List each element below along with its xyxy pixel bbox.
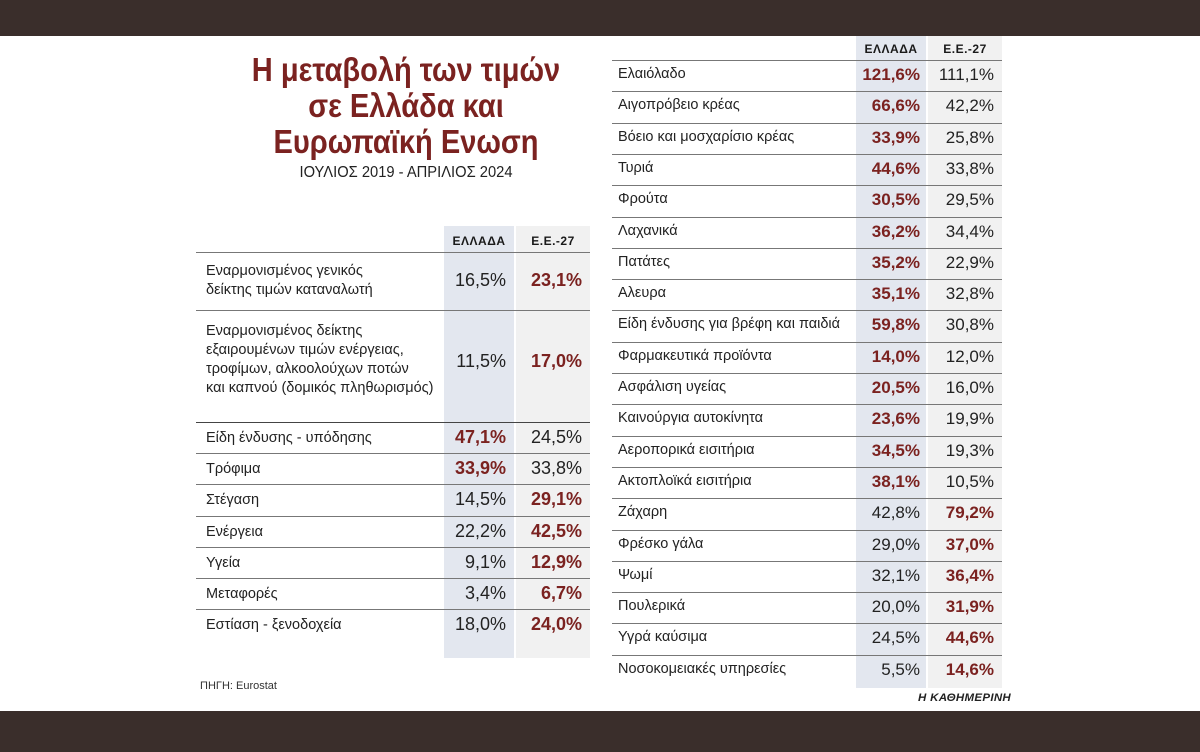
- row-label: [206, 523, 263, 542]
- row-label-line: δείκτης τιμών καταναλωτή: [206, 282, 373, 298]
- eu-value: 17,0%: [530, 351, 582, 371]
- row-label-line: Εναρμονισμένος γενικός: [206, 263, 363, 279]
- greece-value: 35,2%: [871, 252, 920, 272]
- greece-value: 14,5%: [454, 489, 506, 509]
- table-row: [612, 467, 1002, 499]
- table-row: [612, 623, 1002, 655]
- greece-value: 16,5%: [454, 270, 506, 290]
- greece-value: 32,1%: [871, 565, 920, 585]
- greece-value: 36,2%: [871, 221, 920, 241]
- table-row: [196, 453, 590, 485]
- greece-value: 33,9%: [454, 458, 506, 478]
- row-label: [206, 460, 261, 479]
- row-label-line: Μεταφορές: [206, 586, 278, 602]
- greece-value: 11,5%: [456, 351, 506, 371]
- eu-value: 34,4%: [945, 221, 994, 241]
- greece-value: 18,0%: [454, 614, 506, 634]
- title-block: [196, 52, 616, 182]
- row-label: Ασφάλιση υγείας: [618, 379, 727, 395]
- greece-value: 20,5%: [871, 378, 920, 397]
- row-label-line: και καπνού (δομικός πληθωρισμός): [206, 380, 434, 396]
- eu-value: 19,9%: [945, 409, 994, 429]
- row-label: Βόειο και μοσχαρίσιο κρέας: [618, 128, 795, 145]
- page-title: [221, 52, 591, 160]
- right-comparison-table: [612, 36, 1002, 688]
- greece-value: 9,1%: [464, 552, 506, 572]
- table-row: [612, 154, 1002, 186]
- eu-column-header: Ε.Ε.-27: [943, 42, 987, 56]
- table-row: [196, 252, 590, 311]
- row-label: [206, 429, 372, 448]
- eu-value: 32,8%: [945, 284, 994, 304]
- row-label: Αλευρα: [618, 285, 666, 302]
- eu-value: 14,6%: [945, 659, 994, 679]
- row-label: [206, 554, 240, 573]
- table-row: [612, 279, 1002, 311]
- eu-value: 10,5%: [945, 471, 994, 491]
- greece-value: 35,1%: [871, 284, 920, 304]
- greece-column-header: ΕΛΛΑΔΑ: [864, 42, 918, 56]
- row-label: Φαρμακευτικά προϊόντα: [618, 347, 772, 364]
- row-label: Πουλερικά: [618, 598, 686, 615]
- publisher-brand: Η ΚΑΘΗΜΕΡΙΝΗ: [918, 692, 1012, 704]
- eu-value: 42,2%: [945, 96, 994, 116]
- eu-value: 33,8%: [945, 158, 994, 178]
- source-note: ΠΗΓΗ: Eurostat: [200, 680, 277, 692]
- greece-value: 38,1%: [871, 471, 920, 491]
- eu-value: 12,9%: [530, 552, 582, 572]
- table-row: [196, 484, 590, 517]
- greece-value: 23,6%: [871, 409, 920, 429]
- table-row: [196, 310, 590, 423]
- row-label-line: Τρόφιμα: [206, 461, 261, 477]
- greece-value: 33,9%: [871, 127, 920, 147]
- row-label-line: Ενέργεια: [206, 524, 263, 540]
- greece-value: 66,6%: [871, 96, 920, 116]
- eu-value: 30,8%: [945, 315, 994, 335]
- greece-value: 24,5%: [871, 628, 920, 648]
- row-label: Ελαιόλαδο: [618, 66, 686, 82]
- row-label: Καινούργια αυτοκίνητα: [618, 410, 764, 427]
- table-row: [196, 609, 590, 659]
- table-row: [612, 342, 1002, 374]
- greece-value: 14,0%: [871, 346, 920, 366]
- eu-value: 31,9%: [945, 597, 994, 617]
- row-label: Φρέσκο γάλα: [618, 535, 704, 552]
- table-row: [612, 436, 1002, 468]
- table-row: [612, 91, 1002, 123]
- row-label: Ζάχαρη: [618, 504, 668, 521]
- row-label: [206, 585, 278, 604]
- eu-value: 29,5%: [945, 190, 994, 210]
- eu-value: 37,0%: [945, 534, 994, 554]
- left-comparison-table: [196, 226, 590, 658]
- row-label-line: Εναρμονισμένος δείκτης: [206, 323, 363, 339]
- period-subtitle: ΙΟΥΛΙΟΣ 2019 - ΑΠΡΙΛΙΟΣ 2024: [299, 164, 513, 181]
- eu-value: 6,7%: [540, 583, 582, 603]
- table-row: [196, 516, 590, 548]
- greece-value: 22,2%: [454, 521, 506, 541]
- row-label: Φρούτα: [618, 191, 668, 208]
- row-label: Αιγοπρόβειο κρέας: [618, 97, 740, 114]
- eu-value: 44,6%: [945, 628, 994, 648]
- row-label: Είδη ένδυσης για βρέφη και παιδιά: [618, 316, 841, 333]
- greece-value: 44,6%: [871, 158, 920, 178]
- table-row: [612, 655, 1002, 687]
- table-row: [612, 561, 1002, 593]
- eu-value: 79,2%: [945, 503, 994, 523]
- table-row: [196, 422, 590, 454]
- table-row: [612, 530, 1002, 562]
- row-label: [206, 322, 434, 398]
- row-label-line: τροφίμων, αλκοολούχων ποτών: [206, 361, 409, 377]
- greece-value: 121,6%: [862, 65, 920, 84]
- greece-value: 3,4%: [464, 583, 506, 603]
- table-row: [612, 185, 1002, 217]
- table-row: [612, 217, 1002, 249]
- row-label: Αεροπορικά εισιτήρια: [618, 441, 755, 458]
- greece-value: 30,5%: [871, 190, 920, 210]
- greece-value: 5,5%: [881, 659, 920, 679]
- row-label: Υγρά καύσιμα: [618, 629, 708, 646]
- greece-value: 20,0%: [871, 597, 920, 617]
- table-row: [612, 498, 1002, 530]
- title-line-1: Η μεταβολή των τιμών: [251, 51, 561, 88]
- eu-value: 111,1%: [938, 65, 994, 84]
- title-line-2: σε Ελλάδα και: [308, 87, 504, 124]
- eu-value: 19,3%: [945, 440, 994, 460]
- row-label: Πατάτες: [618, 253, 670, 270]
- row-label: [206, 262, 373, 300]
- row-label-line: Υγεία: [206, 555, 241, 571]
- row-label: Ακτοπλοϊκά εισιτήρια: [618, 472, 752, 489]
- table-row: [196, 578, 590, 610]
- eu-value: 33,8%: [530, 458, 582, 478]
- greece-value: 29,0%: [871, 534, 920, 554]
- row-label-line: Είδη ένδυσης - υπόδησης: [206, 430, 372, 446]
- title-line-3: Ευρωπαϊκή Ενωση: [273, 123, 539, 160]
- row-label-line: Εστίαση - ξενοδοχεία: [206, 617, 342, 633]
- table-row: [612, 592, 1002, 624]
- row-label: Ψωμί: [618, 566, 653, 583]
- eu-value: 12,0%: [945, 346, 994, 366]
- row-label: [206, 616, 342, 635]
- eu-value: 29,1%: [530, 489, 582, 509]
- table-row: [612, 60, 1002, 92]
- greece-value: 34,5%: [871, 440, 920, 460]
- row-label: Νοσοκομειακές υπηρεσίες: [618, 660, 787, 677]
- table-row: [612, 404, 1002, 436]
- eu-value: 36,4%: [945, 565, 994, 585]
- eu-value: 25,8%: [945, 127, 994, 147]
- row-label: Τυριά: [618, 159, 654, 176]
- row-label-line: Στέγαση: [206, 492, 260, 508]
- row-label-line: εξαιρουμένων τιμών ενέργειας,: [206, 342, 404, 358]
- eu-value: 23,1%: [530, 270, 582, 290]
- greece-value: 47,1%: [454, 427, 506, 447]
- table-row: [612, 310, 1002, 342]
- eu-value: 24,5%: [530, 427, 582, 447]
- greece-column-header: ΕΛΛΑΔΑ: [452, 234, 506, 248]
- bottom-frame-band: [0, 711, 1200, 752]
- row-label: Λαχανικά: [618, 222, 678, 239]
- top-frame-band: [0, 0, 1200, 36]
- eu-column-header: Ε.Ε.-27: [531, 234, 575, 248]
- row-label: [206, 491, 259, 510]
- table-row: [612, 373, 1002, 405]
- greece-value: 59,8%: [871, 315, 920, 335]
- table-row: [196, 547, 590, 579]
- table-row: [612, 248, 1002, 280]
- eu-value: 24,0%: [530, 614, 582, 634]
- greece-value: 42,8%: [871, 503, 920, 523]
- eu-value: 16,0%: [945, 378, 994, 397]
- eu-value: 22,9%: [945, 252, 994, 272]
- eu-value: 42,5%: [530, 521, 582, 541]
- table-row: [612, 123, 1002, 155]
